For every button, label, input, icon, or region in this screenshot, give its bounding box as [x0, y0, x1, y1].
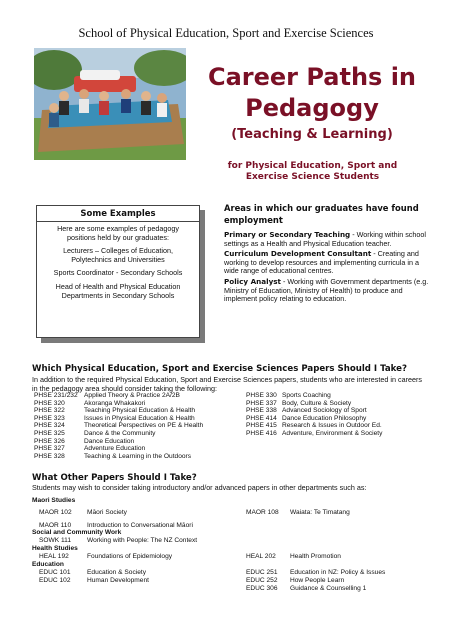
paper-code: PHSE 330	[246, 392, 277, 399]
which-papers-text: In addition to the required Physical Education, Sport and Exercise Sciences papers, students who are interested in careers in the pedagogy area should consider taking the following:	[32, 375, 422, 393]
examples-box	[36, 205, 200, 338]
audience-heading	[205, 161, 420, 183]
paper-row	[246, 400, 382, 408]
paper-name: Advanced Sociology of Sport	[282, 407, 367, 415]
paper-name: Teaching Physical Education & Health	[84, 407, 196, 415]
health-code: HEAL 192	[39, 553, 69, 560]
other-papers-text: Students may wish to consider taking introductory and/or advanced papers in other departments such as:	[32, 483, 367, 492]
paper-row	[34, 400, 203, 408]
paper-code: PHSE 325	[34, 429, 65, 437]
paper-code: PHSE 416	[246, 429, 277, 437]
area-item	[224, 231, 432, 248]
paper-code: PHSE 328	[34, 452, 65, 460]
paper-name: Dance & the Community	[84, 429, 156, 437]
education-name: Education & Society	[87, 569, 147, 576]
area-label: Curriculum Development Consultant	[224, 249, 372, 259]
paper-code: PHSE 338	[246, 407, 277, 415]
social-work-heading: Social and Community Work	[32, 529, 122, 536]
education-name: Education in NZ: Policy & Issues	[290, 569, 386, 576]
maori-name: Māori Society	[87, 509, 127, 516]
paper-row	[246, 415, 382, 423]
maori-code: MAOR 102	[39, 509, 72, 516]
example-item: Head of Health and Physical Education Departments in Secondary Schools	[55, 281, 181, 300]
example-item: Sports Coordinator - Secondary Schools	[53, 268, 183, 278]
audience-line-2: Exercise Science Students	[245, 172, 380, 182]
example-item: Lecturers – Colleges of Education, Polytechnics and Universities	[63, 246, 173, 264]
paper-name: Body, Culture & Society	[282, 399, 352, 407]
maori-name: Introduction to Conversational Māori	[87, 522, 193, 529]
area-label: Primary or Secondary Teaching	[224, 230, 351, 239]
page-title	[196, 62, 428, 124]
phse-papers-left	[34, 392, 203, 460]
health-studies-heading: Health Studies	[32, 545, 78, 552]
students-pool-photo	[34, 48, 186, 160]
paper-row	[246, 407, 382, 415]
education-name: How People Learn	[290, 577, 345, 584]
paper-row	[246, 430, 382, 438]
paper-name: Dance Education Philosophy	[282, 414, 367, 422]
health-name: Foundations of Epidemiology	[87, 553, 173, 560]
paper-code: PHSE 231/232	[34, 392, 78, 399]
maori-code: MAOR 110	[39, 522, 72, 529]
examples-title: Some Examples	[80, 209, 156, 219]
paper-code: PHSE 324	[34, 422, 65, 430]
paper-code: PHSE 337	[246, 399, 277, 407]
area-text: - Working within school settings as a Health and Physical Education teacher.	[224, 230, 426, 248]
paper-row	[246, 422, 382, 430]
examples-intro: Here are some examples of pedagogy positions held by our graduates:	[57, 224, 179, 242]
area-item	[224, 250, 432, 276]
audience-line-1: for Physical Education, Sport and	[227, 161, 398, 171]
paper-name: Adventure, Environment & Society	[282, 429, 383, 437]
paper-code: PHSE 327	[34, 445, 65, 453]
education-code: EDUC 102	[39, 577, 71, 584]
education-name: Human Development	[87, 577, 149, 584]
maori-code: MAOR 108	[246, 509, 279, 516]
paper-row	[34, 422, 203, 430]
paper-name: Akoranga Whakakori	[84, 399, 146, 407]
paper-name: Dance Education	[84, 437, 135, 445]
paper-name: Sports Coaching	[282, 392, 331, 399]
paper-name: Issues in Physical Education & Health	[84, 414, 195, 422]
paper-row	[246, 392, 382, 400]
paper-name: Theoretical Perspectives on PE & Health	[84, 422, 204, 430]
paper-row	[34, 430, 203, 438]
education-code: EDUC 306	[246, 585, 278, 592]
paper-row	[34, 453, 203, 461]
education-code: EDUC 251	[246, 569, 278, 576]
paper-row	[34, 392, 203, 400]
social-code: SOWK 111	[39, 537, 72, 544]
paper-row	[34, 445, 203, 453]
health-code: HEAL 202	[246, 553, 276, 560]
title-line-2: Pedagogy	[245, 94, 379, 122]
examples-divider	[37, 221, 199, 222]
areas-title: Areas in which our graduates have found employment	[224, 203, 419, 225]
paper-row	[34, 407, 203, 415]
page-subtitle: (Teaching & Learning)	[231, 127, 393, 142]
employment-areas	[224, 203, 432, 306]
paper-name: Applied Theory & Practice 2A/2B	[84, 392, 180, 399]
paper-code: PHSE 326	[34, 437, 65, 445]
phse-papers-right	[246, 392, 382, 438]
paper-code: PHSE 323	[34, 414, 65, 422]
area-text: - Creating and working to develop resources and implementing curricula in a wide range of educational centres.	[224, 249, 419, 276]
paper-code: PHSE 322	[34, 407, 65, 415]
education-name: Guidance & Counselling 1	[290, 585, 367, 592]
area-label: Policy Analyst	[224, 276, 281, 286]
which-papers-title: Which Physical Education, Sport and Exercise Sciences Papers Should I Take?	[32, 364, 407, 374]
area-item	[224, 278, 432, 304]
education-code: EDUC 252	[246, 577, 278, 584]
maori-studies-heading: Maori Studies	[32, 497, 76, 504]
title-line-1: Career Paths in	[207, 63, 417, 91]
paper-code: PHSE 414	[246, 414, 277, 422]
paper-code: PHSE 320	[34, 399, 65, 407]
school-name: School of Physical Education, Sport and Exercise Sciences	[78, 26, 374, 40]
paper-name: Research & Issues in Outdoor Ed.	[282, 422, 382, 430]
maori-name: Waiata: Te Timatang	[290, 509, 350, 516]
area-text: - Working with Government departments (e.g. Ministry of Education, Ministry of Health) to produce and implement policy relating to education.	[224, 276, 429, 304]
paper-name: Teaching & Learning in the Outdoors	[84, 452, 192, 460]
education-code: EDUC 101	[39, 569, 71, 576]
paper-row	[34, 415, 203, 423]
education-heading: Education	[32, 561, 64, 568]
other-papers-title: What Other Papers Should I Take?	[32, 473, 197, 483]
paper-row	[34, 438, 203, 446]
paper-code: PHSE 415	[246, 422, 277, 430]
paper-name: Adventure Education	[84, 445, 146, 453]
health-name: Health Promotion	[290, 553, 341, 560]
social-name: Working with People: The NZ Context	[87, 537, 198, 544]
